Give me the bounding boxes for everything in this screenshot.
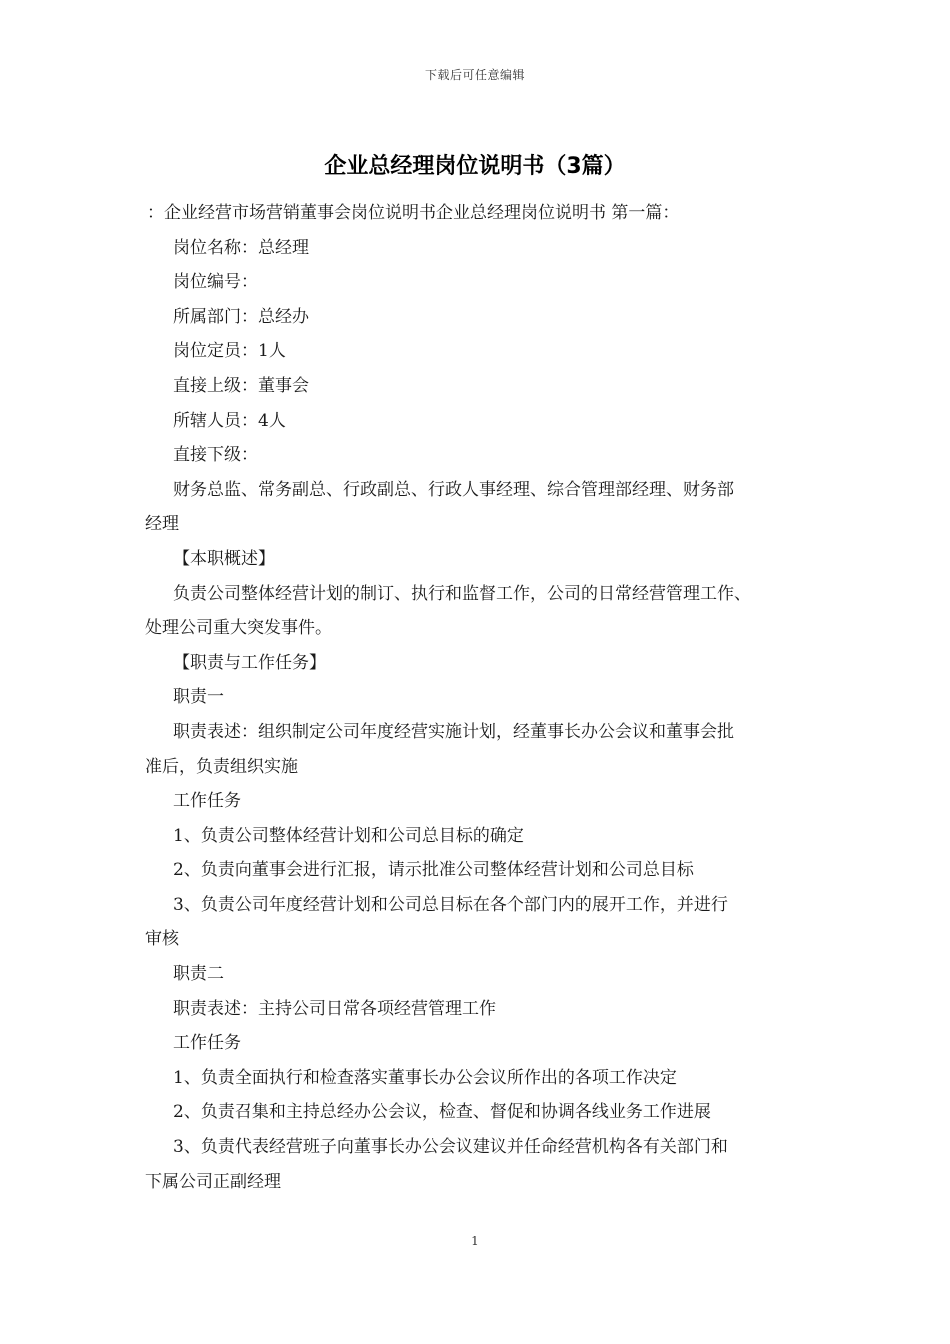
paragraph-line: 准后，负责组织实施 (145, 756, 298, 777)
header-note: 下载后可任意编辑 (424, 68, 525, 82)
paragraph-line: 财务总监、常务副总、行政副总、行政人事经理、综合管理部经理、财务部 (173, 479, 734, 500)
duty-heading: 职责一 (173, 687, 224, 708)
field-position-name: 岗位名称：总经理 (173, 237, 309, 258)
paragraph-line: 负责公司整体经营计划的制订、执行和监督工作，公司的日常经营管理工作、 (173, 583, 751, 604)
duty-heading: 职责二 (173, 964, 224, 985)
field-subordinates-count: 所辖人员：4人 (173, 410, 286, 431)
task-heading: 工作任务 (173, 791, 241, 812)
task-item: 3、负责代表经营班子向董事长办公会议建议并任命经营机构各有关部门和 (173, 1137, 728, 1158)
task-item: 1、负责全面执行和检查落实董事长办公会议所作出的各项工作决定 (173, 1067, 677, 1088)
document-body (145, 196, 813, 1199)
task-item: 3、负责公司年度经营计划和公司总目标在各个部门内的展开工作，并进行 (173, 894, 728, 915)
section-heading-duties: 【职责与工作任务】 (173, 652, 326, 673)
document-title: 企业总经理岗位说明书（3篇） (324, 154, 626, 179)
page-number: 1 (471, 1234, 479, 1248)
task-item: 1、负责公司整体经营计划和公司总目标的确定 (173, 825, 524, 846)
paragraph-line: 处理公司重大突发事件。 (145, 618, 332, 639)
paragraph-line: 职责表述：组织制定公司年度经营实施计划，经董事长办公会议和董事会批 (173, 721, 734, 742)
section-heading-overview: 【本职概述】 (173, 548, 275, 569)
field-headcount: 岗位定员：1人 (173, 341, 286, 362)
field-position-number: 岗位编号： (173, 272, 258, 293)
task-heading: 工作任务 (173, 1033, 241, 1054)
task-item: 2、负责召集和主持总经办公会议，检查、督促和协调各线业务工作进展 (173, 1102, 711, 1123)
field-direct-subordinates: 直接下级： (173, 445, 258, 466)
task-item-continued: 审核 (145, 929, 179, 950)
task-item: 2、负责向董事会进行汇报，请示批准公司整体经营计划和公司总目标 (173, 860, 694, 881)
field-direct-superior: 直接上级：董事会 (173, 375, 309, 396)
paragraph-line: 经理 (145, 514, 179, 535)
task-item-continued: 下属公司正副经理 (145, 1171, 281, 1192)
intro-line: ：企业经营市场营销董事会岗位说明书企业总经理岗位说明书 第一篇： (147, 203, 680, 223)
paragraph-line: 职责表述：主持公司日常各项经营管理工作 (173, 998, 496, 1019)
field-department: 所属部门：总经办 (173, 306, 309, 327)
